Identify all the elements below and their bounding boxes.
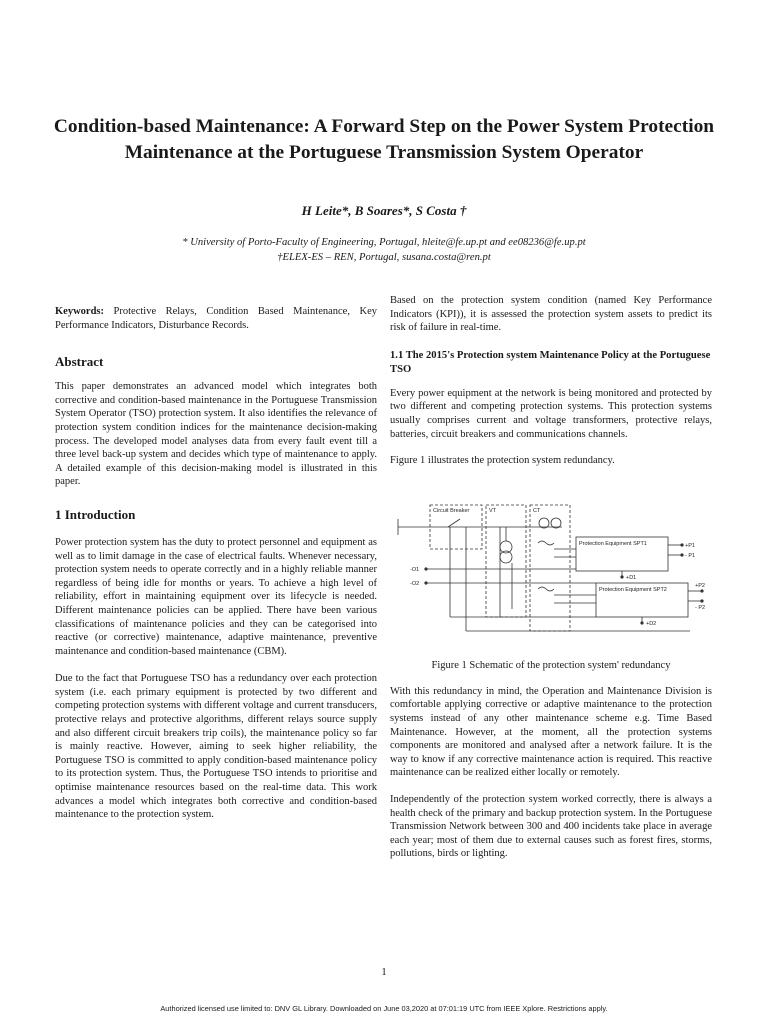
- keywords-label: Keywords:: [55, 306, 104, 317]
- keywords: [55, 305, 377, 332]
- introduction-paragraph: Due to the fact that Portuguese TSO has a redundancy over each protection system (i.e. each primary equipment is protected by two different and competing protection systems with different voltage and current transducers, protective relays and protective algorithms, different relays source supply and also different circuit breakers trip coils), the maintenance policy so far is mainly reactive. However, aiming to seek higher reliability, the Portuguese TSO is committed to apply condition-based maintenance policy to its protection system. Thus, the Portuguese TSO intends to prioritise and optimise maintenance resources based on the real-time data. This work advances a model which integrates both corrective and condition-based maintenance to the protection system.: [55, 673, 378, 821]
- page-number: 1: [381, 966, 387, 978]
- terminal-dot: [700, 599, 703, 602]
- terminal-dot: [680, 543, 683, 546]
- p1-negative-label: - P1: [685, 552, 696, 559]
- affiliation-2: †ELEX-ES – REN, Portugal, susana.costa@ren.pt: [277, 252, 491, 263]
- keywords-text: Protective Relays, Condition Based Maintenance, Key Performance Indicators, Disturbance Records.: [55, 306, 377, 331]
- ct-coil: [551, 518, 561, 528]
- terminal-dot: [424, 567, 427, 570]
- left-column: [55, 305, 377, 835]
- figure-reference-paragraph: Figure 1 illustrates the protection system redundancy.: [390, 455, 615, 467]
- o2-label: -O2: [410, 580, 420, 587]
- o1-label: -O1: [410, 566, 420, 573]
- continuation-paragraph: Based on the protection system condition (named Key Performance Indicators (KPI)), it is assessed the protection system assets to predict its risk of failure in real-time.: [390, 295, 712, 334]
- ct-coil: [539, 518, 549, 528]
- affiliation-1: * University of Porto-Faculty of Engineering, Portugal, hleite@fe.up.pt and ee08236@fe.up.pt: [182, 237, 586, 248]
- terminal-dot: [424, 581, 427, 584]
- paper-title: Condition-based Maintenance: A Forward Step on the Power System Protection Maintenance at the Portuguese Transmission System Operator: [53, 116, 715, 163]
- body-paragraph: With this redundancy in mind, the Operation and Maintenance Division is comfortable applying corrective or adaptive maintenance to the protection systems instead of any other maintenance scheme e.g. Time Based Maintenance. However, at the moment, all the protection systems components are monitored and analysed after a network failure. It is the way to know if any corrective maintenance action is required. This reactive maintenance can be realized either locally or remotely.: [390, 685, 712, 779]
- body-paragraph: Independently of the protection system worked correctly, there is always a health check of the primary and backup protection system. In the Portuguese Transmission Network between 300 and 400 incidents take place in average each year; most of them due to external causes such as forest fires, storms, pollutions, birds or lighting.: [390, 793, 712, 860]
- terminal-dot: [700, 589, 703, 592]
- abstract-text: This paper demonstrates an advanced model which integrates both corrective and condition-based maintenance in the Portuguese Transmission System Operator (TSO) protection system. It also identifies the relevance of protection system condition indices for the maintenance decision-making process. The developed model analyses data from every fault event till a three level back-up system and decides which type of maintenance to apply. A detailed example of this decision-making model is illustrated in this paper.: [55, 381, 377, 488]
- d1-label: +D1: [626, 574, 637, 581]
- breaker-contact: [448, 519, 460, 527]
- circuit-breaker-label: Circuit Breaker: [433, 507, 470, 514]
- body-paragraph: Every power equipment at the network is being monitored and protected by two different and competing protection systems. This protection systems usually comprises current and voltage transformers, protective relays, batteries, circuit breakers and communications channels.: [390, 387, 712, 440]
- spt2-label: Protection Equipment SPT2: [599, 586, 667, 593]
- spt1-label: Protection Equipment SPT1: [579, 540, 647, 547]
- right-column: [390, 294, 712, 874]
- p2-positive-label: +P2: [695, 582, 705, 589]
- terminal-dot: [680, 553, 683, 556]
- license-footer: Authorized licensed use limited to: DNV GL Library. Downloaded on June 03,2020 at 07:01:19 UTC from IEEE Xplore. Restrictions apply.: [160, 1004, 608, 1013]
- introduction-paragraph: Power protection system has the duty to protect personnel and equipment as well as to limit damage in the case of electrical faults. Whenever necessary, protection system needs to operate correctly and in a highly reliable manner regardless of being idle for months or years. To achieve a high level of reliability, effort in maintaining equipment over its lifecycle is needed. Different maintenance policies can be applied. There have been various classifications of maintenance policies and they can be categorised into reactive (or corrective) maintenance, adaptive maintenance, preventive maintenance and condition-based maintenance (CBM).: [55, 536, 377, 657]
- vt-box: [486, 505, 526, 617]
- d2-label: +D2: [646, 620, 657, 627]
- ct-winding: [538, 541, 554, 545]
- ct-label: CT: [533, 507, 541, 514]
- figure-caption: Figure 1 Schematic of the protection system' redundancy: [431, 659, 671, 671]
- introduction-heading: 1 Introduction: [55, 506, 136, 522]
- authors: H Leite*, B Soares*, S Costa †: [301, 203, 467, 218]
- protection-schematic-figure: [390, 499, 712, 639]
- p1-positive-label: +P1: [685, 542, 695, 549]
- terminal-dot: [640, 621, 643, 624]
- terminal-dot: [620, 575, 623, 578]
- ct-box: [530, 505, 570, 631]
- section-heading: 1.1 The 2015's Protection system Maintenance Policy at the Portuguese TSO: [390, 349, 711, 375]
- ct-winding: [538, 587, 554, 591]
- vt-label: VT: [489, 507, 497, 514]
- p2-negative-label: - P2: [695, 604, 706, 611]
- abstract-heading: Abstract: [55, 354, 104, 370]
